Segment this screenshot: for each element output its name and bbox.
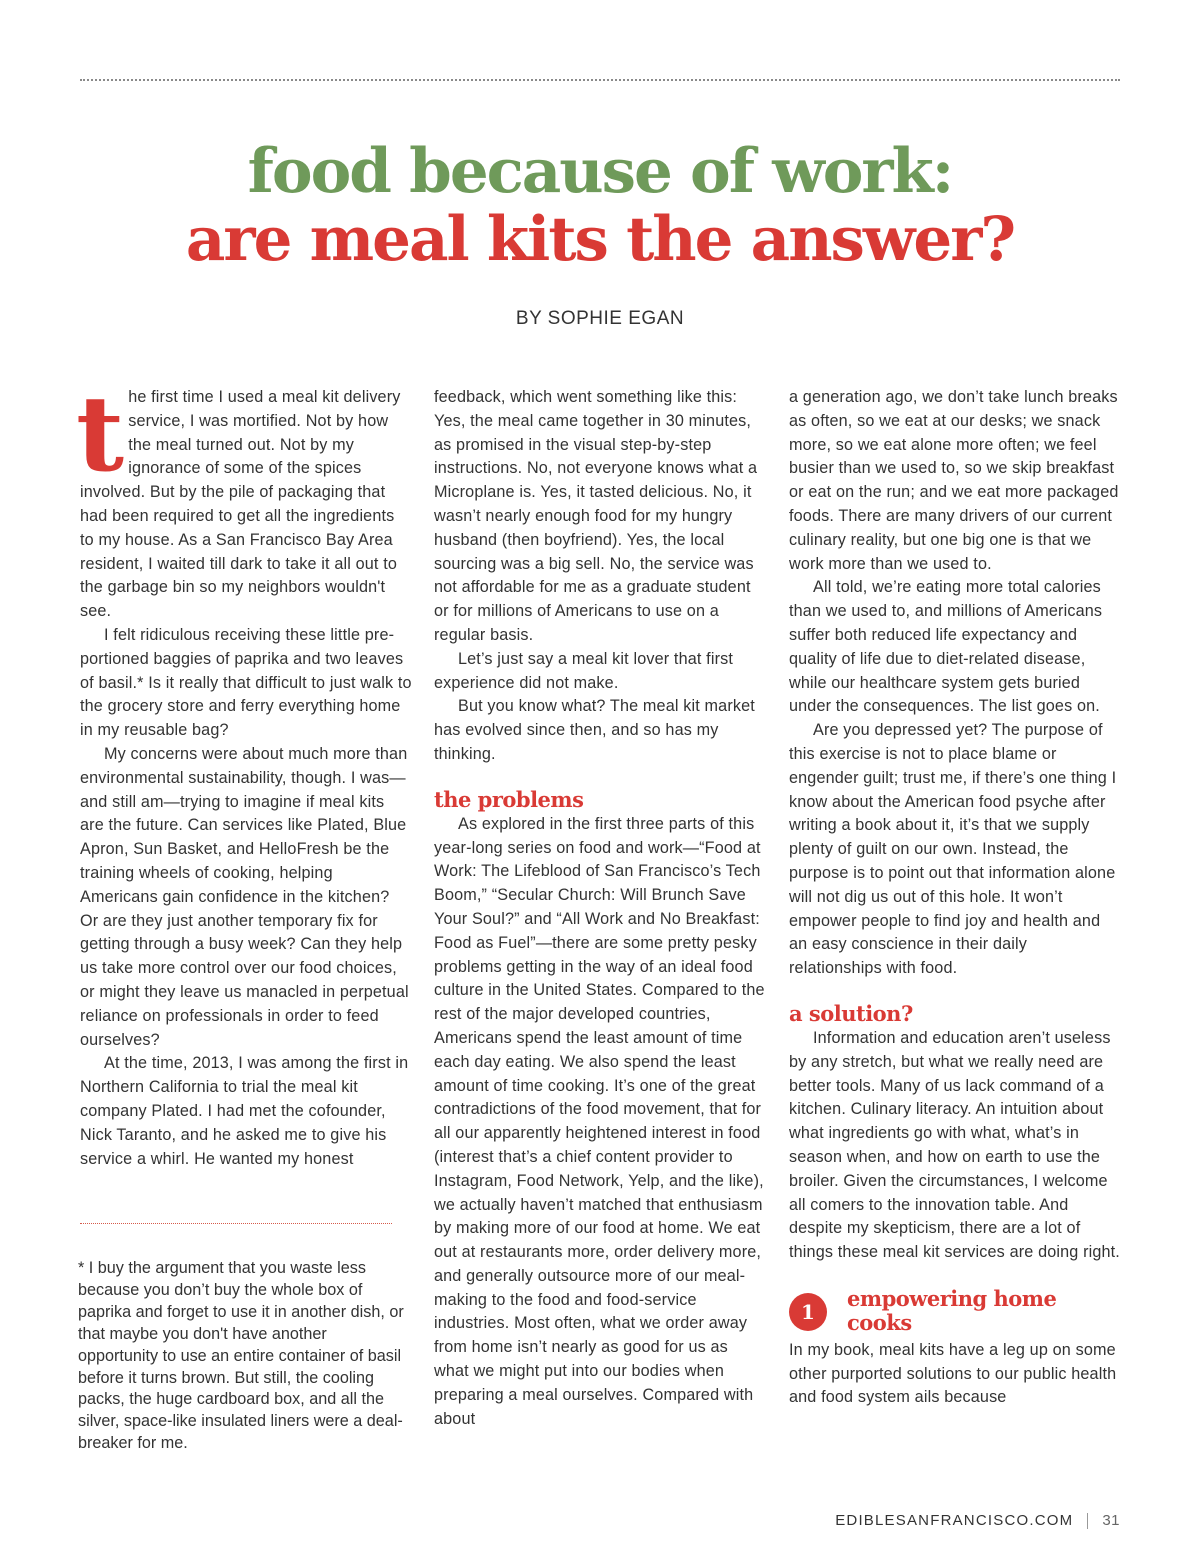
headline-line-2: are meal kits the answer? [185, 204, 1015, 275]
body-paragraph: Are you depressed yet? The purpose of this exercise is not to place blame or engender guilt; trust me, if there’s one thing I know about the American food psyche after writing a book about it, it’s that we supply plenty of guilt on our own. Instead, the purpose is to point out that information alone will not dig us out of this hole. It won’t empower people to find joy and health and an easy conscience in their daily relationships with food. [789, 721, 1117, 978]
numbered-section-heading [789, 1287, 1121, 1335]
section-title: empowering home cooks [847, 1285, 1057, 1335]
section-number-badge: 1 [789, 1293, 827, 1331]
subhead-solution: a solution? [789, 1000, 913, 1026]
article-headline [0, 138, 1200, 274]
body-paragraph: As explored in the first three parts of this year-long series on food and work—“Food at Work: The Lifeblood of San Francisco’s Tech Boom,” “Secular Church: Will Brunch Save Your Soul?” and “All Work and No Breakfast: Food as Fuel”—there are some pretty pesky problems getting in the way of an ideal food culture in the United States. Compared to the rest of the major developed countries, Americans spend the least amount of time each day eating. We also spend the least amount of time cooking. It’s one of the great contradictions of the food movement, that for all our apparently heightened interest in food (interest that’s a chief content provider to Instagram, Food Network, Yelp, and the like), we actually haven’t matched that enthusiasm by making more of our food at home. We eat out at restaurants more, order delivery more, and generally outsource more of our meal-making to the food and food-service industries. Most often, what we order away from home isn’t nearly as good for us as what we might put into our bodies when preparing a meal ourselves. Compared with about [434, 814, 765, 1428]
body-paragraph: Information and education aren’t useless by any stretch, but what we really need are better tools. Many of us lack command of a kitchen. Culinary literacy. An intuition about what ingredients go with what, what’s in season when, and how on earth to use the broiler. Given the circumstances, I welcome all comers to the innovation table. And despite my skepticism, there are a lot of things these meal kit services are doing right. [789, 1028, 1120, 1262]
footnote: * I buy the argument that you waste less because you don’t buy the whole box of paprika and forget to use it in another dish, or that maybe you don't have another opportunity to use an entire container of basil before it turns brown. But still, the cooling packs, the huge cardboard box, and all the silver, space-like insulated liners were a deal-breaker for me. [78, 1259, 404, 1453]
body-paragraph: At the time, 2013, I was among the first in Northern California to trial the meal kit company Plated. I had met the cofounder, Nick Taranto, and he asked me to give his service a whirl. He wanted my honest [80, 1054, 409, 1168]
footer-separator [1087, 1513, 1088, 1529]
opening-paragraph-text: he first time I used a meal kit delivery service, I was mortified. Not by how the meal turned out. Not by my ignorance of some of the spices involved. But by the pile of packaging that had been required to get all the ingredients to my house. As a San Francisco Bay Area resident, I waited till dark to take it all out to the garbage bin so my neighbors wouldn't see. [80, 388, 401, 621]
byline: BY SOPHIE EGAN [515, 308, 685, 329]
top-dotted-rule [80, 79, 1120, 81]
body-paragraph: I felt ridiculous receiving these little pre-portioned baggies of paprika and two leaves of basil.* Is it really that difficult to just walk to the grocery store and ferry everything home in my reusable bag? [80, 625, 412, 740]
body-paragraph: a generation ago, we don’t take lunch breaks as often, so we eat at our desks; we snack more, so we eat alone more often; we feel busier than we used to, so we skip breakfast or eat on the run; and we eat more packaged foods. There are many drivers of our current culinary reality, but one big one is that we work more than we used to. [789, 388, 1119, 573]
article-column-1 [76, 372, 412, 1171]
drop-cap: t [76, 372, 125, 495]
page-number: 31 [1102, 1512, 1120, 1529]
article-column-3 [789, 386, 1121, 1410]
body-paragraph: My concerns were about much more than environmental sustainability, though. I was—and still am—trying to imagine if meal kits are the future. Can services like Plated, Blue Apron, Sun Basket, and HelloFresh be the training wheels of cooking, helping Americans gain confidence in the kitchen? Or are they just another temporary fix for getting through a busy week? Can they help us take more control over our food choices, or might they leave us manacled in perpetual reliance on professionals in order to feed ourselves? [80, 744, 409, 1049]
page-footer [835, 1512, 1120, 1529]
body-paragraph: feedback, which went something like this: Yes, the meal came together in 30 minutes, as promised in the visual step-by-step instructions. No, not everyone knows what a Microplane is. Yes, it tasted delicious. No, it wasn’t nearly enough food for my hungry husband (then boyfriend). Yes, the local sourcing was a big sell. No, the service was not affordable for me as a graduate student or for millions of Americans to use on a regular basis. [434, 388, 758, 644]
body-paragraph: But you know what? The meal kit market has evolved since then, and so has my thinking. [434, 697, 755, 763]
headline-line-1: food because of work: [247, 136, 953, 207]
footnote-divider [80, 1223, 392, 1224]
body-paragraph: All told, we’re eating more total calories than we used to, and millions of Americans suffer both reduced life expectancy and quality of life due to diet-related disease, while our healthcare system gets buried under the consequences. The list goes on. [789, 578, 1103, 716]
footer-website: EDIBLESANFRANCISCO.COM [835, 1512, 1074, 1529]
opening-paragraph [76, 372, 412, 624]
article-column-2 [434, 386, 766, 1431]
body-paragraph: In my book, meal kits have a leg up on some other purported solutions to our public health and food system ails because [789, 1340, 1117, 1407]
body-paragraph: Let’s just say a meal kit lover that first experience did not make. [434, 649, 733, 692]
subhead-problems: the problems [434, 786, 584, 812]
